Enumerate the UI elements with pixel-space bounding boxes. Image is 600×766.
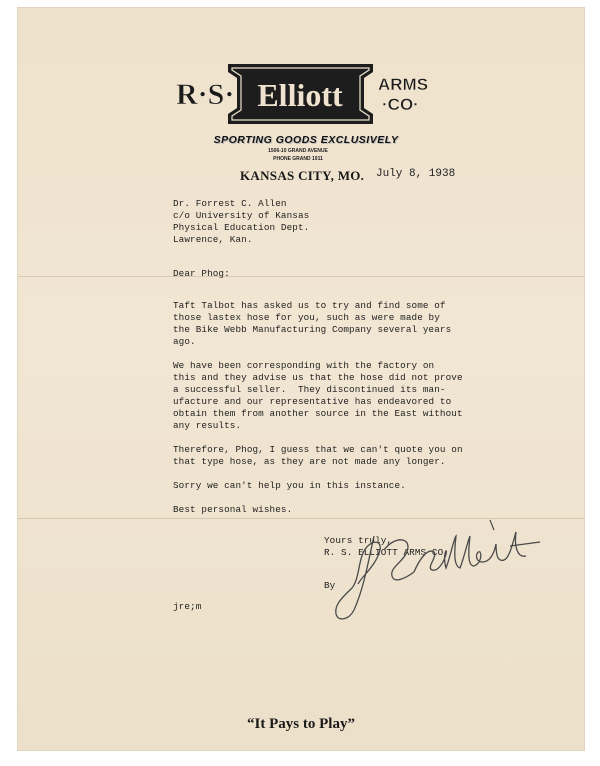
body-line: Therefore, Phog, I guess that we can't quote you on <box>173 444 463 455</box>
body-line: Best personal wishes. <box>173 504 293 515</box>
footer-slogan: “It Pays to Play” <box>247 716 355 732</box>
body-line: the Bike Webb Manufacturing Company several years <box>173 324 452 335</box>
closing-yours: Yours truly, <box>324 535 393 546</box>
logo-arms: ARMS <box>378 75 429 94</box>
body-line: that type hose, as they are not made any longer. <box>173 456 446 467</box>
typist-initials: jre;m <box>173 601 202 612</box>
letter-date: July 8, 1938 <box>376 168 456 180</box>
recipient-line-3: Physical Education Dept. <box>173 222 310 233</box>
logo-elliott: Elliott <box>257 77 343 113</box>
address-line: 1506-10 GRAND AVENUE <box>268 148 328 154</box>
fold-line-upper <box>18 276 584 277</box>
company-logo <box>168 60 438 132</box>
body-line: any results. <box>173 420 242 431</box>
body-line: ago. <box>173 336 196 347</box>
city-line: KANSAS CITY, MO. <box>240 168 365 183</box>
body-line: this and they advise us that the hose did not prove <box>173 372 463 383</box>
closing-by: By <box>324 580 336 591</box>
handwritten-signature <box>314 518 564 628</box>
logo-co: ·CO· <box>382 95 419 114</box>
body-line: obtain them from another source in the East without <box>173 408 463 419</box>
closing-company: R. S. ELLIOTT ARMS CO. <box>324 547 449 558</box>
recipient-line-4: Lawrence, Kan. <box>173 234 253 245</box>
letter-page <box>18 8 584 750</box>
body-line: Taft Talbot has asked us to try and find some of <box>173 300 446 311</box>
body-line: We have been corresponding with the factory on <box>173 360 435 371</box>
tagline: SPORTING GOODS EXCLUSIVELY <box>213 134 399 146</box>
salutation: Dear Phog: <box>173 268 230 279</box>
body-line: Sorry we can't help you in this instance. <box>173 480 406 491</box>
recipient-line-1: Dr. Forrest C. Allen <box>173 198 287 209</box>
phone-line: PHONE GRAND 1911 <box>273 156 323 162</box>
recipient-line-2: c/o University of Kansas <box>173 210 310 221</box>
body-line: ufacture and our representative has endeavored to <box>173 396 452 407</box>
logo-rs: R·S· <box>176 78 235 111</box>
body-line: those lastex hose for you, such as were made by <box>173 312 440 323</box>
letterhead <box>18 8 584 183</box>
body-line: a successful seller. They discontinued its man- <box>173 384 446 395</box>
